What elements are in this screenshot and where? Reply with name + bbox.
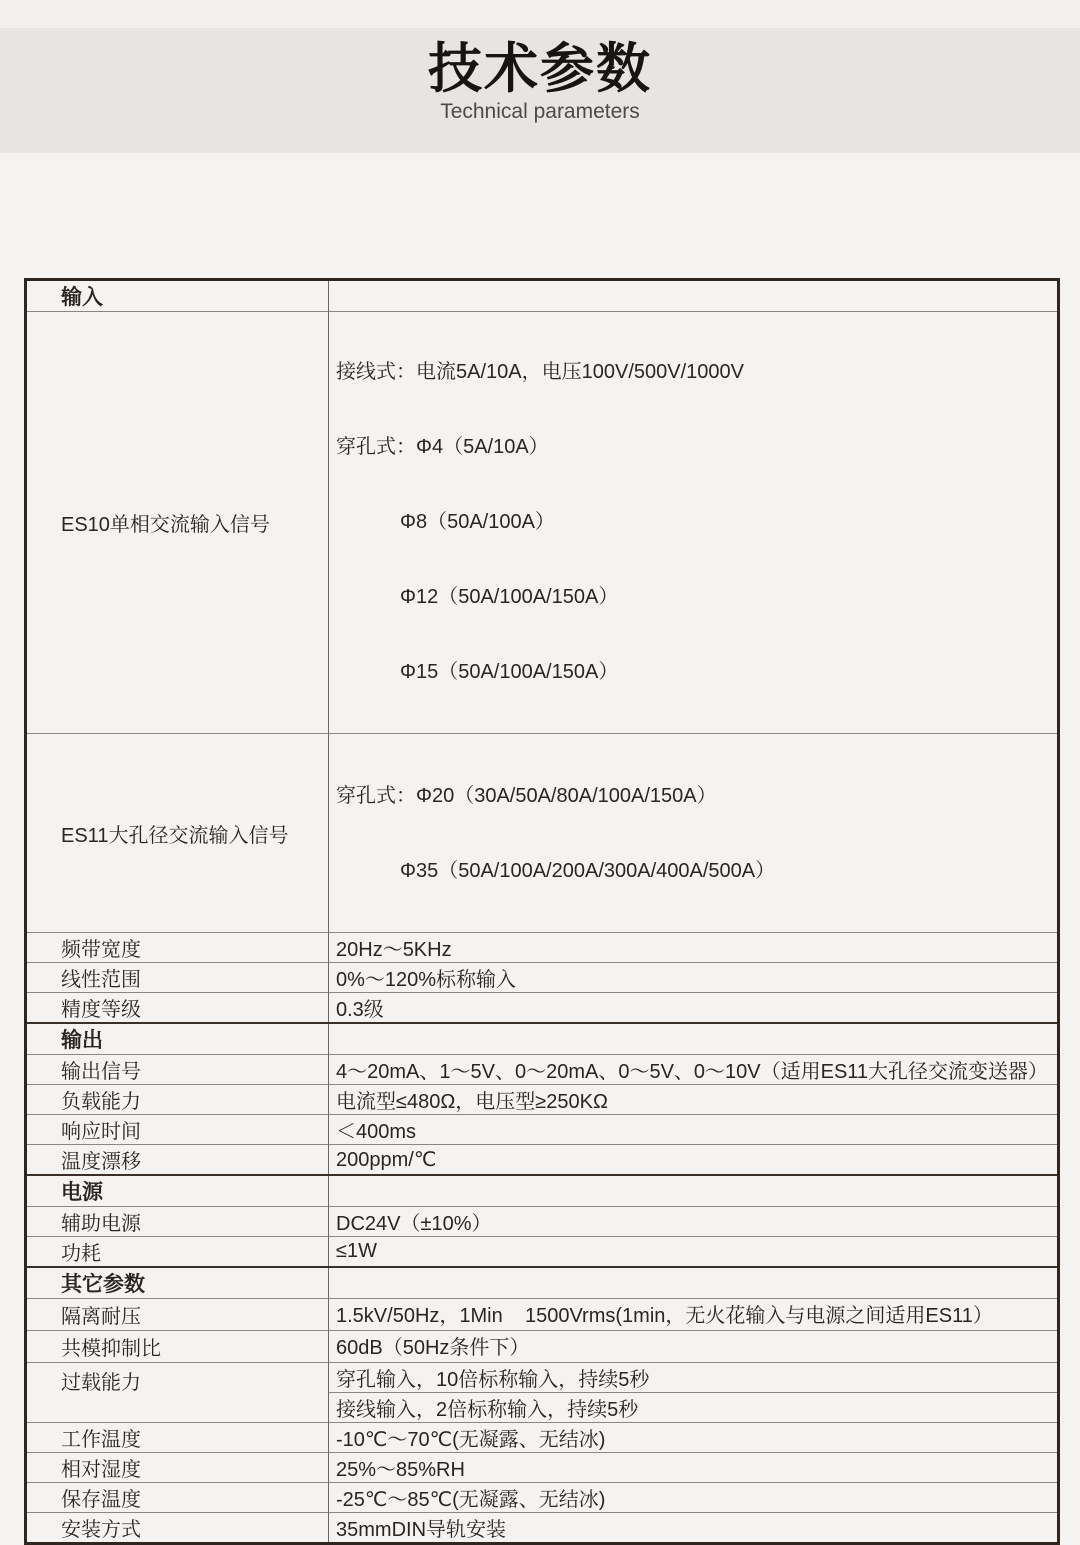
table-row-aux-power [26, 1207, 1059, 1237]
param-value: 0%～120%标称输入 [329, 963, 1059, 993]
section-empty-cell [329, 1175, 1059, 1207]
param-label: 响应时间 [26, 1115, 329, 1145]
param-value: ＜400ms [329, 1115, 1059, 1145]
table-row-storage-temp [26, 1483, 1059, 1513]
section-header-output: 输出 [26, 1023, 329, 1055]
table-row-load-capacity [26, 1085, 1059, 1115]
param-label: 隔离耐压 [26, 1299, 329, 1331]
value-line: Φ8（50A/100A） [400, 511, 555, 533]
param-value: ≤1W [329, 1237, 1059, 1268]
title-band [0, 28, 1080, 153]
param-value: -10℃～70℃(无凝露、无结冰) [329, 1423, 1059, 1453]
table-row-bandwidth [26, 933, 1059, 963]
table-row-mounting [26, 1513, 1059, 1544]
table-row-es10 [26, 312, 1059, 734]
param-label: 工作温度 [26, 1423, 329, 1453]
param-value-es10 [329, 312, 1059, 734]
param-value: 25%～85%RH [329, 1453, 1059, 1483]
param-label: 输出信号 [26, 1055, 329, 1085]
param-label: 安装方式 [26, 1513, 329, 1544]
param-value: 1.5kV/50Hz，1Min 1500Vrms(1min，无火花输入与电源之间适用ES11） [329, 1299, 1059, 1331]
section-row-output [26, 1023, 1059, 1055]
table-row-cmrr [26, 1331, 1059, 1363]
param-value: DC24V（±10%） [329, 1207, 1059, 1237]
param-value: 20Hz～5KHz [329, 933, 1059, 963]
param-value-es11 [329, 734, 1059, 933]
section-header-input: 输入 [26, 280, 329, 312]
section-row-power [26, 1175, 1059, 1207]
param-label: 温度漂移 [26, 1145, 329, 1176]
section-header-other: 其它参数 [26, 1267, 329, 1299]
section-empty-cell [329, 1023, 1059, 1055]
param-label: 共模抑制比 [26, 1331, 329, 1363]
table-row-operating-temp [26, 1423, 1059, 1453]
param-value: 接线输入，2倍标称输入，持续5秒 [329, 1393, 1059, 1423]
param-label: 线性范围 [26, 963, 329, 993]
param-value: 35mmDIN导轨安装 [329, 1513, 1059, 1544]
param-label: 功耗 [26, 1237, 329, 1268]
param-label-es10: ES10单相交流输入信号 [26, 312, 329, 734]
param-label: 频带宽度 [26, 933, 329, 963]
table-row-power-consumption [26, 1237, 1059, 1268]
param-value: 4～20mA、1～5V、0～20mA、0～5V、0～10V（适用ES11大孔径交流变送器） [329, 1055, 1059, 1085]
page-subtitle: Technical parameters [440, 100, 640, 123]
param-label: 精度等级 [26, 993, 329, 1024]
param-label: 保存温度 [26, 1483, 329, 1513]
table-row-response-time [26, 1115, 1059, 1145]
param-label-overload: 过载能力 [26, 1363, 329, 1423]
table-row-linearity [26, 963, 1059, 993]
value-line: Φ12（50A/100A/150A） [400, 586, 619, 608]
param-value: 200ppm/℃ [329, 1145, 1059, 1176]
param-label: 相对湿度 [26, 1453, 329, 1483]
top-strip [0, 0, 1080, 28]
section-empty-cell [329, 1267, 1059, 1299]
table-row-es11 [26, 734, 1059, 933]
parameters-table [24, 278, 1060, 1545]
table-row-output-signal [26, 1055, 1059, 1085]
param-value: 穿孔输入，10倍标称输入，持续5秒 [329, 1363, 1059, 1393]
table-row-temp-drift [26, 1145, 1059, 1176]
table-row-overload-1 [26, 1363, 1059, 1393]
param-label: 负载能力 [26, 1085, 329, 1115]
section-empty-cell [329, 280, 1059, 312]
table-row-isolation [26, 1299, 1059, 1331]
param-label: 辅助电源 [26, 1207, 329, 1237]
value-line: Φ15（50A/100A/150A） [400, 661, 619, 683]
section-row-input [26, 280, 1059, 312]
section-row-other [26, 1267, 1059, 1299]
param-label-es11: ES11大孔径交流输入信号 [26, 734, 329, 933]
section-header-power: 电源 [26, 1175, 329, 1207]
table-row-accuracy [26, 993, 1059, 1024]
value-line: 穿孔式：Φ4（5A/10A） [336, 436, 549, 458]
param-value: 电流型≤480Ω，电压型≥250KΩ [329, 1085, 1059, 1115]
param-value: -25℃～85℃(无凝露、无结冰) [329, 1483, 1059, 1513]
value-line: Φ35（50A/100A/200A/300A/400A/500A） [400, 860, 776, 882]
value-line: 穿孔式：Φ20（30A/50A/80A/100A/150A） [336, 785, 717, 807]
param-value: 0.3级 [329, 993, 1059, 1024]
table-row-humidity [26, 1453, 1059, 1483]
param-value: 60dB（50Hz条件下） [329, 1331, 1059, 1363]
page-title: 技术参数 [428, 39, 652, 99]
value-line: 接线式：电流5A/10A，电压100V/500V/1000V [336, 361, 744, 383]
